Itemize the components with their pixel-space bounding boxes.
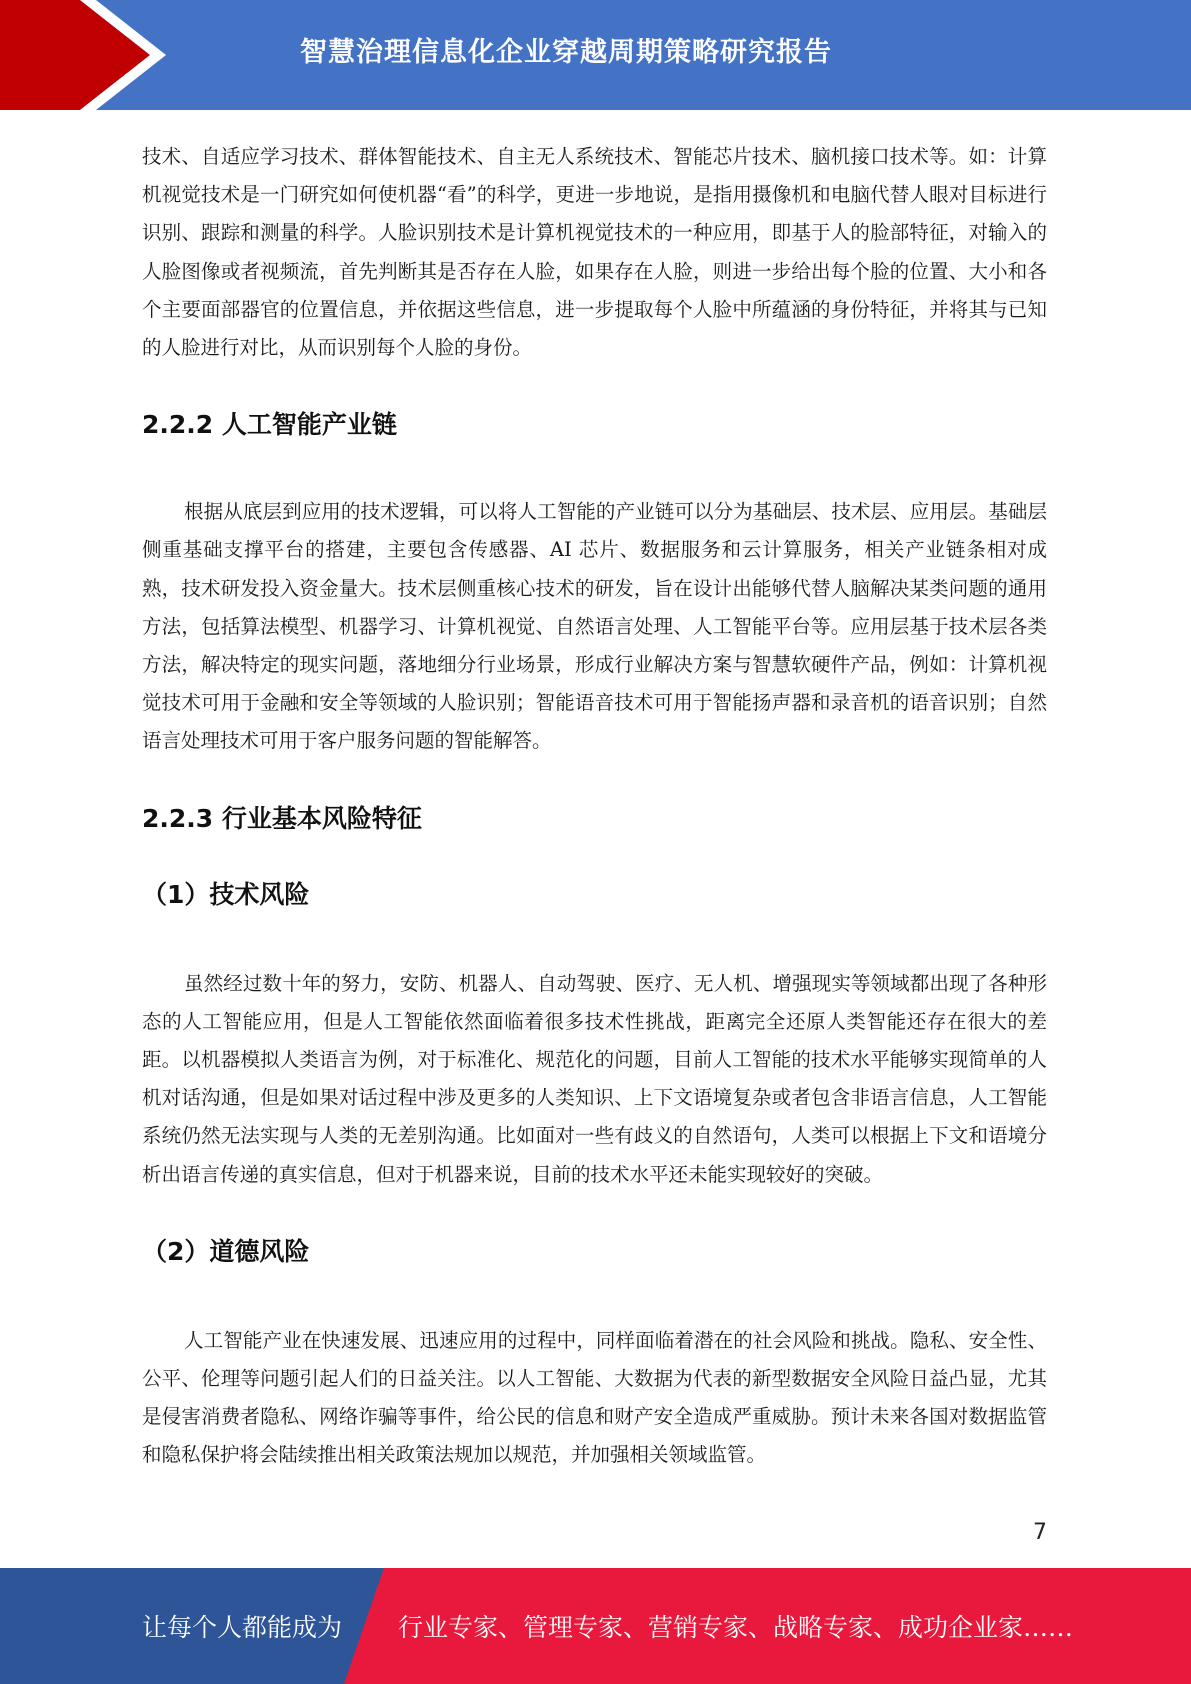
subheading-technical-risk: （1）技术风险 — [142, 879, 310, 909]
page-header — [0, 0, 1191, 110]
footer-slogan-left: 让每个人都能成为 — [142, 1613, 343, 1642]
header-red-chevron — [0, 0, 150, 110]
document-title: 智慧治理信息化企业穿越周期策略研究报告 — [300, 37, 832, 68]
section-heading-2-2-2: 2.2.2 人工智能产业链 — [142, 410, 397, 440]
page-content — [142, 138, 1047, 1475]
industry-chain-paragraph: 根据从底层到应用的技术逻辑，可以将人工智能的产业链可以分为基础层、技术层、应用层。基础层侧重基础支撑平台的搭建，主要包含传感器、AI 芯片、数据服务和云计算服务，相关产业链条相对成熟，技术研发投入资金量大。技术层侧重核心技术的研发，旨在设计出能够代替人脑解决某类问题的通用方法，包括算法模型、机器学习、计算机视觉、自然语言处理、人工智能平台等。应用层基于技术层各类方法，解决特定的现实问题，落地细分行业场景，形成行业解决方案与智慧软硬件产品，例如：计算机视觉技术可用于金融和安全等领域的人脸识别；智能语音技术可用于智能扬声器和录音机的语音识别；自然语言处理技术可用于客户服务问题的智能解答。 — [142, 500, 1047, 753]
page-number: 7 — [1033, 1520, 1047, 1545]
subheading-ethical-risk: （2）道德风险 — [142, 1236, 310, 1266]
intro-paragraph: 技术、自适应学习技术、群体智能技术、自主无人系统技术、智能芯片技术、脑机接口技术等。如：计算机视觉技术是一门研究如何使机器“看”的科学，更进一步地说，是指用摄像机和电脑代替人眼对目标进行识别、跟踪和测量的科学。人脸识别技术是计算机视觉技术的一种应用，即基于人的脸部特征，对输入的人脸图像或者视频流，首先判断其是否存在人脸，如果存在人脸，则进一步给出每个脸的位置、大小和各个主要面部器官的位置信息，并依据这些信息，进一步提取每个人脸中所蕴涵的身份特征，并将其与已知的人脸进行对比，从而识别每个人脸的身份。 — [142, 145, 1047, 360]
section-heading-2-2-3: 2.2.3 行业基本风险特征 — [142, 803, 422, 833]
footer-slogan-right: 行业专家、管理专家、营销专家、战略专家、成功企业家…… — [398, 1613, 1074, 1642]
technical-risk-paragraph: 虽然经过数十年的努力，安防、机器人、自动驾驶、医疗、无人机、增强现实等领域都出现了各种形态的人工智能应用，但是人工智能依然面临着很多技术性挑战，距离完全还原人类智能还存在很大的差距。以机器模拟人类语言为例，对于标准化、规范化的问题，目前人工智能的技术水平能够实现简单的人机对话沟通，但是如果对话过程中涉及更多的人类知识、上下文语境复杂或者包含非语言信息，人工智能系统仍然无法实现与人类的无差别沟通。比如面对一些有歧义的自然语句，人类可以根据上下文和语境分析出语言传递的真实信息，但对于机器来说，目前的技术水平还未能实现较好的突破。 — [142, 971, 1047, 1186]
ethical-risk-paragraph: 人工智能产业在快速发展、迅速应用的过程中，同样面临着潜在的社会风险和挑战。隐私、安全性、公平、伦理等问题引起人们的日益关注。以人工智能、大数据为代表的新型数据安全风险日益凸显，尤其是侵害消费者隐私、网络诈骗等事件，给公民的信息和财产安全造成严重威胁。预计未来各国对数据监管和隐私保护将会陆续推出相关政策法规加以规范，并加强相关领域监管。 — [142, 1328, 1047, 1467]
page-footer — [0, 1568, 1191, 1684]
